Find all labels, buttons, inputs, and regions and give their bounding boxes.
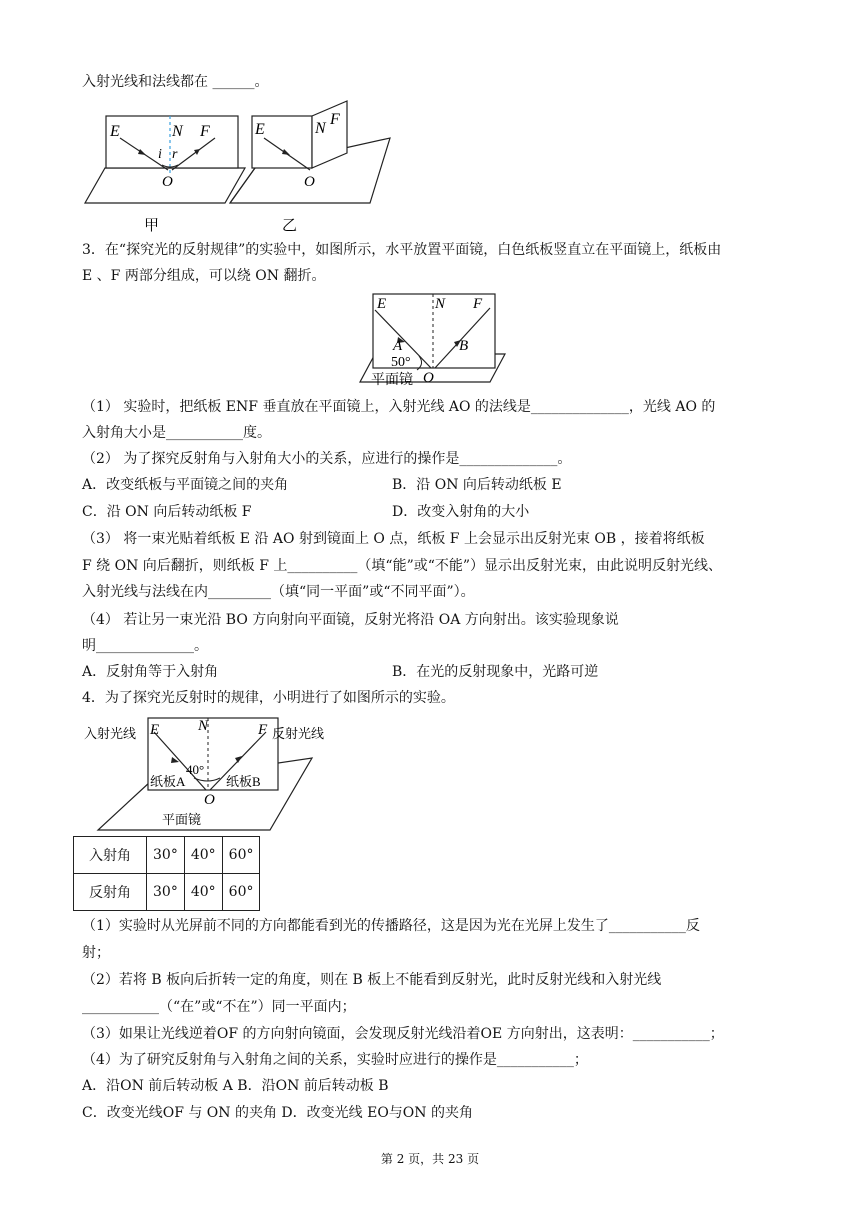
page-footer: 第 2 页，共 23 页 xyxy=(380,1152,480,1166)
q4-label-f: F xyxy=(258,722,268,738)
q4-p3: （3）如果让光线逆着OF 的方向射向镜面，会发现反射光线沿着OE 方向射出，这表明：___________； xyxy=(82,1026,724,1042)
q3-p4-a: （4） 若让另一束光沿 BO 方向射向平面镜，反射光将沿 OA 方向射出。该实验现象说 xyxy=(82,612,619,628)
q4-option-cd: C．改变光线OF 与 ON 的夹角 D．改变光线 EO与ON 的夹角 xyxy=(82,1105,473,1121)
q4-reflected-label: 反射光线 xyxy=(272,726,325,741)
q3-p2: （2） 为了探究反射角与入射角大小的关系，应进行的操作是______________。 xyxy=(82,451,572,467)
yi-label-o: O xyxy=(304,174,315,190)
q3-option-c: C．沿 ON 向后转动纸板 F xyxy=(82,504,252,520)
q3-option4-b: B．在光的反射现象中，光路可逆 xyxy=(392,664,599,680)
q3-intro-1: 3．在“探究光的反射规律”的实验中，如图所示，水平放置平面镜，白色纸板竖直立在平面镜上，纸板由 xyxy=(82,242,722,258)
q4-mirror-label: 平面镜 xyxy=(162,812,202,827)
jia-label-r: r xyxy=(172,147,178,162)
q3-intro-2: E 、F 两部分组成，可以绕 ON 翻折。 xyxy=(82,268,326,284)
q2-fill-line: 入射光线和法线都在 ______。 xyxy=(82,74,269,90)
q3-label-f: F xyxy=(473,296,483,312)
table-row xyxy=(74,874,260,911)
yi-label-n: N xyxy=(315,120,326,137)
q3-p3-a: （3） 将一束光贴着纸板 E 沿 AO 射到镜面上 O 点，纸板 F 上会显示出反射光束 OB ，接着将纸板 xyxy=(82,531,705,547)
yi-caption: 乙 xyxy=(282,218,298,234)
table-cell: 30° xyxy=(147,874,185,911)
q3-option-a: A．改变纸板与平面镜之间的夹角 xyxy=(82,477,289,493)
table-cell: 30° xyxy=(147,837,185,874)
q4-label-e: E xyxy=(150,722,160,738)
q4-intro: 4．为了探究光反射时的规律，小明进行了如图所示的实验。 xyxy=(82,690,455,706)
q3-p3-c: 入射光线与法线在内_________（填“同一平面”或“不同平面”）。 xyxy=(82,584,475,600)
q3-p4-b: 明______________。 xyxy=(82,638,208,654)
q3-figure xyxy=(355,290,515,388)
q3-mirror-label: 平面镜 xyxy=(371,373,413,388)
q3-label-o: O xyxy=(423,370,434,386)
table-cell: 40° xyxy=(184,837,222,874)
q4-angle-table xyxy=(73,836,260,911)
q4-board-b-label: 纸板B xyxy=(226,774,261,789)
q3-p1-b: 入射角大小是___________度。 xyxy=(82,425,271,441)
q3-option4-a: A．反射角等于入射角 xyxy=(82,664,219,680)
table-cell: 40° xyxy=(184,874,222,911)
table-cell: 60° xyxy=(222,874,260,911)
table-cell: 60° xyxy=(222,837,260,874)
q4-figure xyxy=(80,712,340,832)
yi-label-f: F xyxy=(330,111,340,128)
table-row xyxy=(74,837,260,874)
jia-label-i: i xyxy=(158,147,162,162)
q3-label-n: N xyxy=(435,296,446,312)
q3-p3-b: F 绕 ON 向后翻折，则纸板 F 上__________（填“能”或“不能”）显示出反射光束，由此说明反射光线、 xyxy=(82,558,723,574)
q3-p1-a: （1） 实验时，把纸板 ENF 垂直放在平面镜上，入射光线 AO 的法线是______________，光线 AO 的 xyxy=(82,399,716,415)
table-header-cell: 反射角 xyxy=(74,874,147,911)
figure-jia-yi xyxy=(80,98,410,238)
jia-caption: 甲 xyxy=(144,218,160,234)
q4-angle-label: 40° xyxy=(186,762,205,777)
q3-option-b: B．沿 ON 向后转动纸板 E xyxy=(392,477,562,493)
q4-p4: （4）为了研究反射角与入射角之间的关系，实验时应进行的操作是___________； xyxy=(82,1052,588,1068)
table-header-cell: 入射角 xyxy=(74,837,147,874)
q4-p2-a: （2）若将 B 板向后折转一定的角度，则在 B 板上不能看到反射光，此时反射光线和入射光线 xyxy=(82,972,662,988)
q3-label-b: B xyxy=(459,338,469,354)
q4-p1-a: （1）实验时从光屏前不同的方向都能看到光的传播路径，这是因为光在光屏上发生了___________反 xyxy=(82,918,700,934)
q4-incident-label: 入射光线 xyxy=(84,726,137,741)
q4-label-o: O xyxy=(204,792,215,808)
jia-label-n: N xyxy=(172,123,183,140)
q3-label-e: E xyxy=(377,296,387,312)
jia-label-o: O xyxy=(162,174,173,190)
q3-option-d: D．改变入射角的大小 xyxy=(392,504,530,520)
q4-board-a-label: 纸板A xyxy=(150,774,186,789)
jia-label-e: E xyxy=(110,123,120,140)
q4-p2-b: ___________（“在”或“不在”）同一平面内； xyxy=(82,999,356,1015)
q4-option-ab: A．沿ON 前后转动板 A B．沿ON 前后转动板 B xyxy=(82,1078,389,1094)
jia-label-f: F xyxy=(200,123,210,140)
q4-p1-b: 射； xyxy=(82,945,110,961)
yi-label-e: E xyxy=(255,121,265,138)
q3-label-a: A xyxy=(393,338,403,354)
q3-angle-label: 50° xyxy=(391,355,411,370)
q4-label-n: N xyxy=(198,718,209,734)
